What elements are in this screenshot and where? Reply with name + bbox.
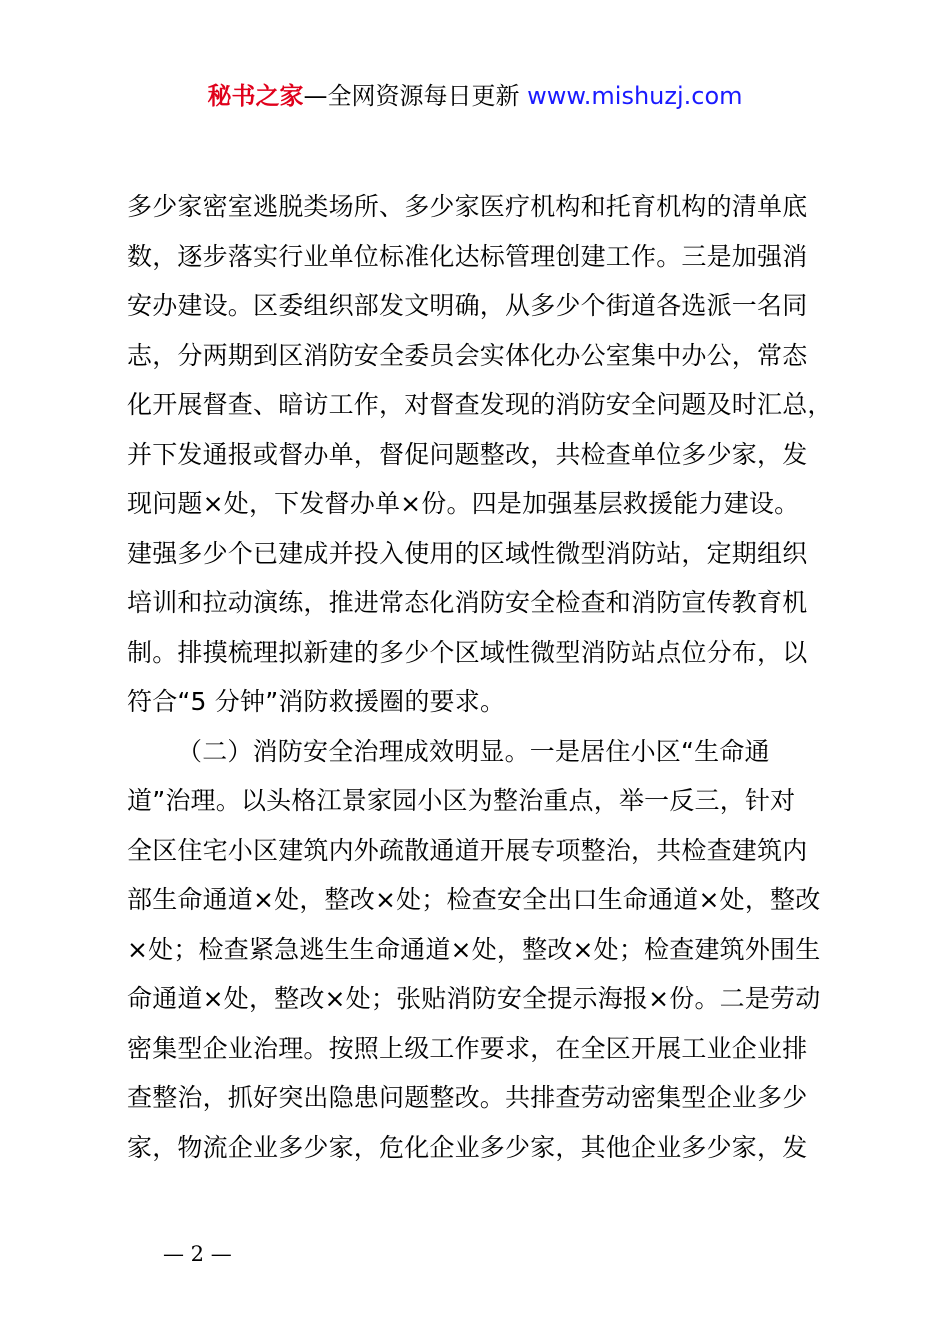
body-line: 符合“5 分钟”消防救援圈的要求。 xyxy=(127,687,506,716)
body-line: ×处；检查紧急逃生生命通道×处，整改×处；检查建筑外围生 xyxy=(127,934,821,964)
body-line: 查整治，抓好突出隐患问题整改。共排查劳动密集型企业多少 xyxy=(127,1083,808,1112)
body-line: 数，逐步落实行业单位标准化达标管理创建工作。三是加强消 xyxy=(127,241,808,271)
site-header xyxy=(0,78,950,114)
body-line: 志，分两期到区消防安全委员会实体化办公室集中办公，常态 xyxy=(127,340,808,370)
body-line: 密集型企业治理。按照上级工作要求，在全区开展工业企业排 xyxy=(127,1033,808,1063)
body-line: 安办建设。区委组织部发文明确，从多少个街道各选派一名同 xyxy=(127,291,808,320)
body-line: 命通道×处，整改×处；张贴消防安全提示海报×份。二是劳动 xyxy=(127,984,821,1013)
body-line: 建强多少个已建成并投入使用的区域性微型消防站，定期组织 xyxy=(127,538,808,568)
site-url-link[interactable]: www.mishuzj.com xyxy=(527,82,743,110)
body-line: 家，物流企业多少家，危化企业多少家，其他企业多少家，发 xyxy=(127,1132,808,1162)
body-line: 培训和拉动演练，推进常态化消防安全检查和消防宣传教育机 xyxy=(127,588,808,617)
body-line: 并下发通报或督办单，督促问题整改，共检查单位多少家，发 xyxy=(127,439,808,469)
body-line: 制。排摸梳理拟新建的多少个区域性微型消防站点位分布，以 xyxy=(127,637,808,667)
body-line: 多少家密室逃脱类场所、多少家医疗机构和托育机构的清单底 xyxy=(127,192,808,221)
body-line: 全区住宅小区建筑内外疏散通道开展专项整治，共检查建筑内 xyxy=(127,835,808,865)
body-line: 现问题×处，下发督办单×份。四是加强基层救援能力建设。 xyxy=(127,489,800,518)
site-tagline: —全网资源每日更新 xyxy=(303,82,520,110)
document-body xyxy=(127,182,833,1172)
site-brand: 秘书之家 xyxy=(207,82,304,110)
body-line: 部生命通道×处，整改×处；检查安全出口生命通道×处，整改 xyxy=(127,885,821,914)
body-line: 道”治理。以头格江景家园小区为整治重点，举一反三，针对 xyxy=(127,786,796,815)
page-number: — 2 — xyxy=(163,1242,232,1266)
body-line: 化开展督查、暗访工作，对督查发现的消防安全问题及时汇总， xyxy=(127,390,833,419)
section-heading-line: （二）消防安全治理成效明显。一是居住小区“生命通 xyxy=(177,736,770,766)
